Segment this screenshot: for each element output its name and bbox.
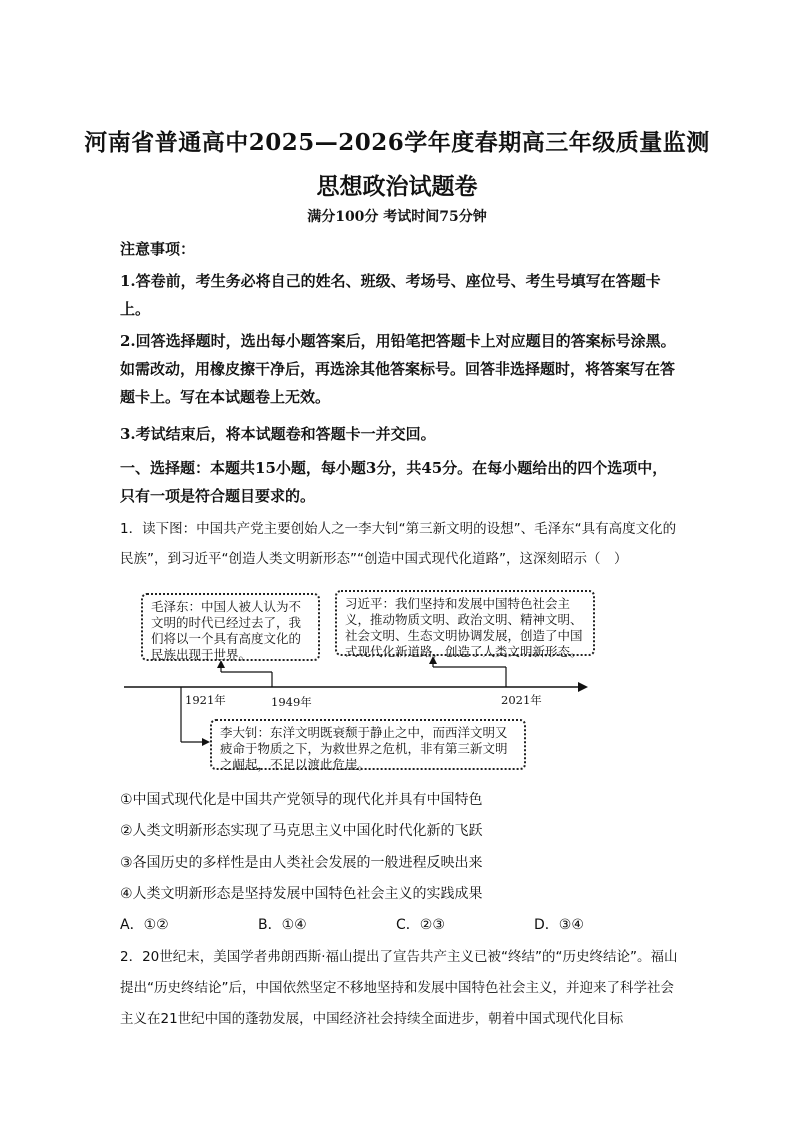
year-2021: 2021年 [501, 693, 542, 707]
exam-subject-title: 思想政治试题卷 [316, 173, 478, 200]
year-1921: 1921年 [185, 693, 226, 707]
option-d[interactable]: D．③④ [534, 917, 584, 933]
exam-title: 河南省普通高中2025—2026学年度春期高三年级质量监测 [84, 129, 710, 156]
section-heading: 一、选择题：本题共15小题，每小题3分，共45分。在每小题给出的四个选项中，只有一项是符合题目要求的。 [120, 459, 668, 505]
question-1-stem: 1．读下图：中国共产党主要创始人之一李大钊“第三新文明的设想”、毛泽东“具有高度文化的民族”，到习近平“创造人类文明新形态”“创造中国式现代化道路”，这深刻昭示（ ） [120, 521, 677, 567]
note-item-3: 3.考试结束后，将本试题卷和答题卡一并交回。 [120, 425, 436, 443]
question-2-text: 2．20世纪末，美国学者弗朗西斯·福山提出了宣告共产主义已被“终结”的“历史终结论”。福山提出“历史终结论”后，中国依然坚定不移地坚持和发展中国特色社会主义，并迎来了科学社会主义在21世纪中国的蓬勃发展，中国经济社会持续全面进步，朝着中国式现代化目标 [120, 949, 678, 1027]
li-quote-box: 李大钊：东洋文明既衰颓于静止之中，而西洋文明又疲命于物质之下，为救世界之危机，非有第三新文明之崛起，不足以渡此危崖。 [210, 719, 526, 770]
note-item-1: 1.答卷前，考生务必将自己的姓名、班级、考场号、座位号、考生号填写在答题卡上。 [120, 272, 661, 318]
timeline-arrowhead [578, 682, 588, 692]
option-c[interactable]: C．②③ [396, 917, 445, 933]
option-b[interactable]: B．①④ [258, 917, 307, 933]
mao-quote-box: 毛泽东：中国人被人认为不文明的时代已经过去了，我们将以一个具有高度文化的民族出现于世界。 [141, 593, 320, 661]
arrow-to-li [202, 738, 210, 746]
statement-3: ③各国历史的多样性是由人类社会发展的一般进程反映出来 [120, 855, 483, 871]
statement-4: ④人类文明新形态是坚持发展中国特色社会主义的实践成果 [120, 886, 483, 902]
statement-2: ②人类文明新形态实现了马克思主义中国化时代化新的飞跃 [120, 823, 483, 839]
exam-info: 满分100分 考试时间75分钟 [307, 209, 487, 225]
xi-quote-box: 习近平：我们坚持和发展中国特色社会主义，推动物质文明、政治文明、精神文明、社会文明、生态文明协调发展，创造了中国式现代化新道路，创造了人类文明新形态。 [335, 590, 595, 656]
statement-1: ①中国式现代化是中国共产党领导的现代化并具有中国特色 [120, 792, 483, 808]
year-1949: 1949年 [271, 695, 312, 709]
note-item-2: 2.回答选择题时，选出每小题答案后，用铅笔把答题卡上对应题目的答案标号涂黑。如需改动，用橡皮擦干净后，再选涂其他答案标号。回答非选择题时，将答案写在答题卡上。写在本试题卷上无效。 [120, 332, 676, 406]
option-a[interactable]: A．①② [120, 917, 169, 933]
notes-heading: 注意事项： [120, 240, 196, 258]
